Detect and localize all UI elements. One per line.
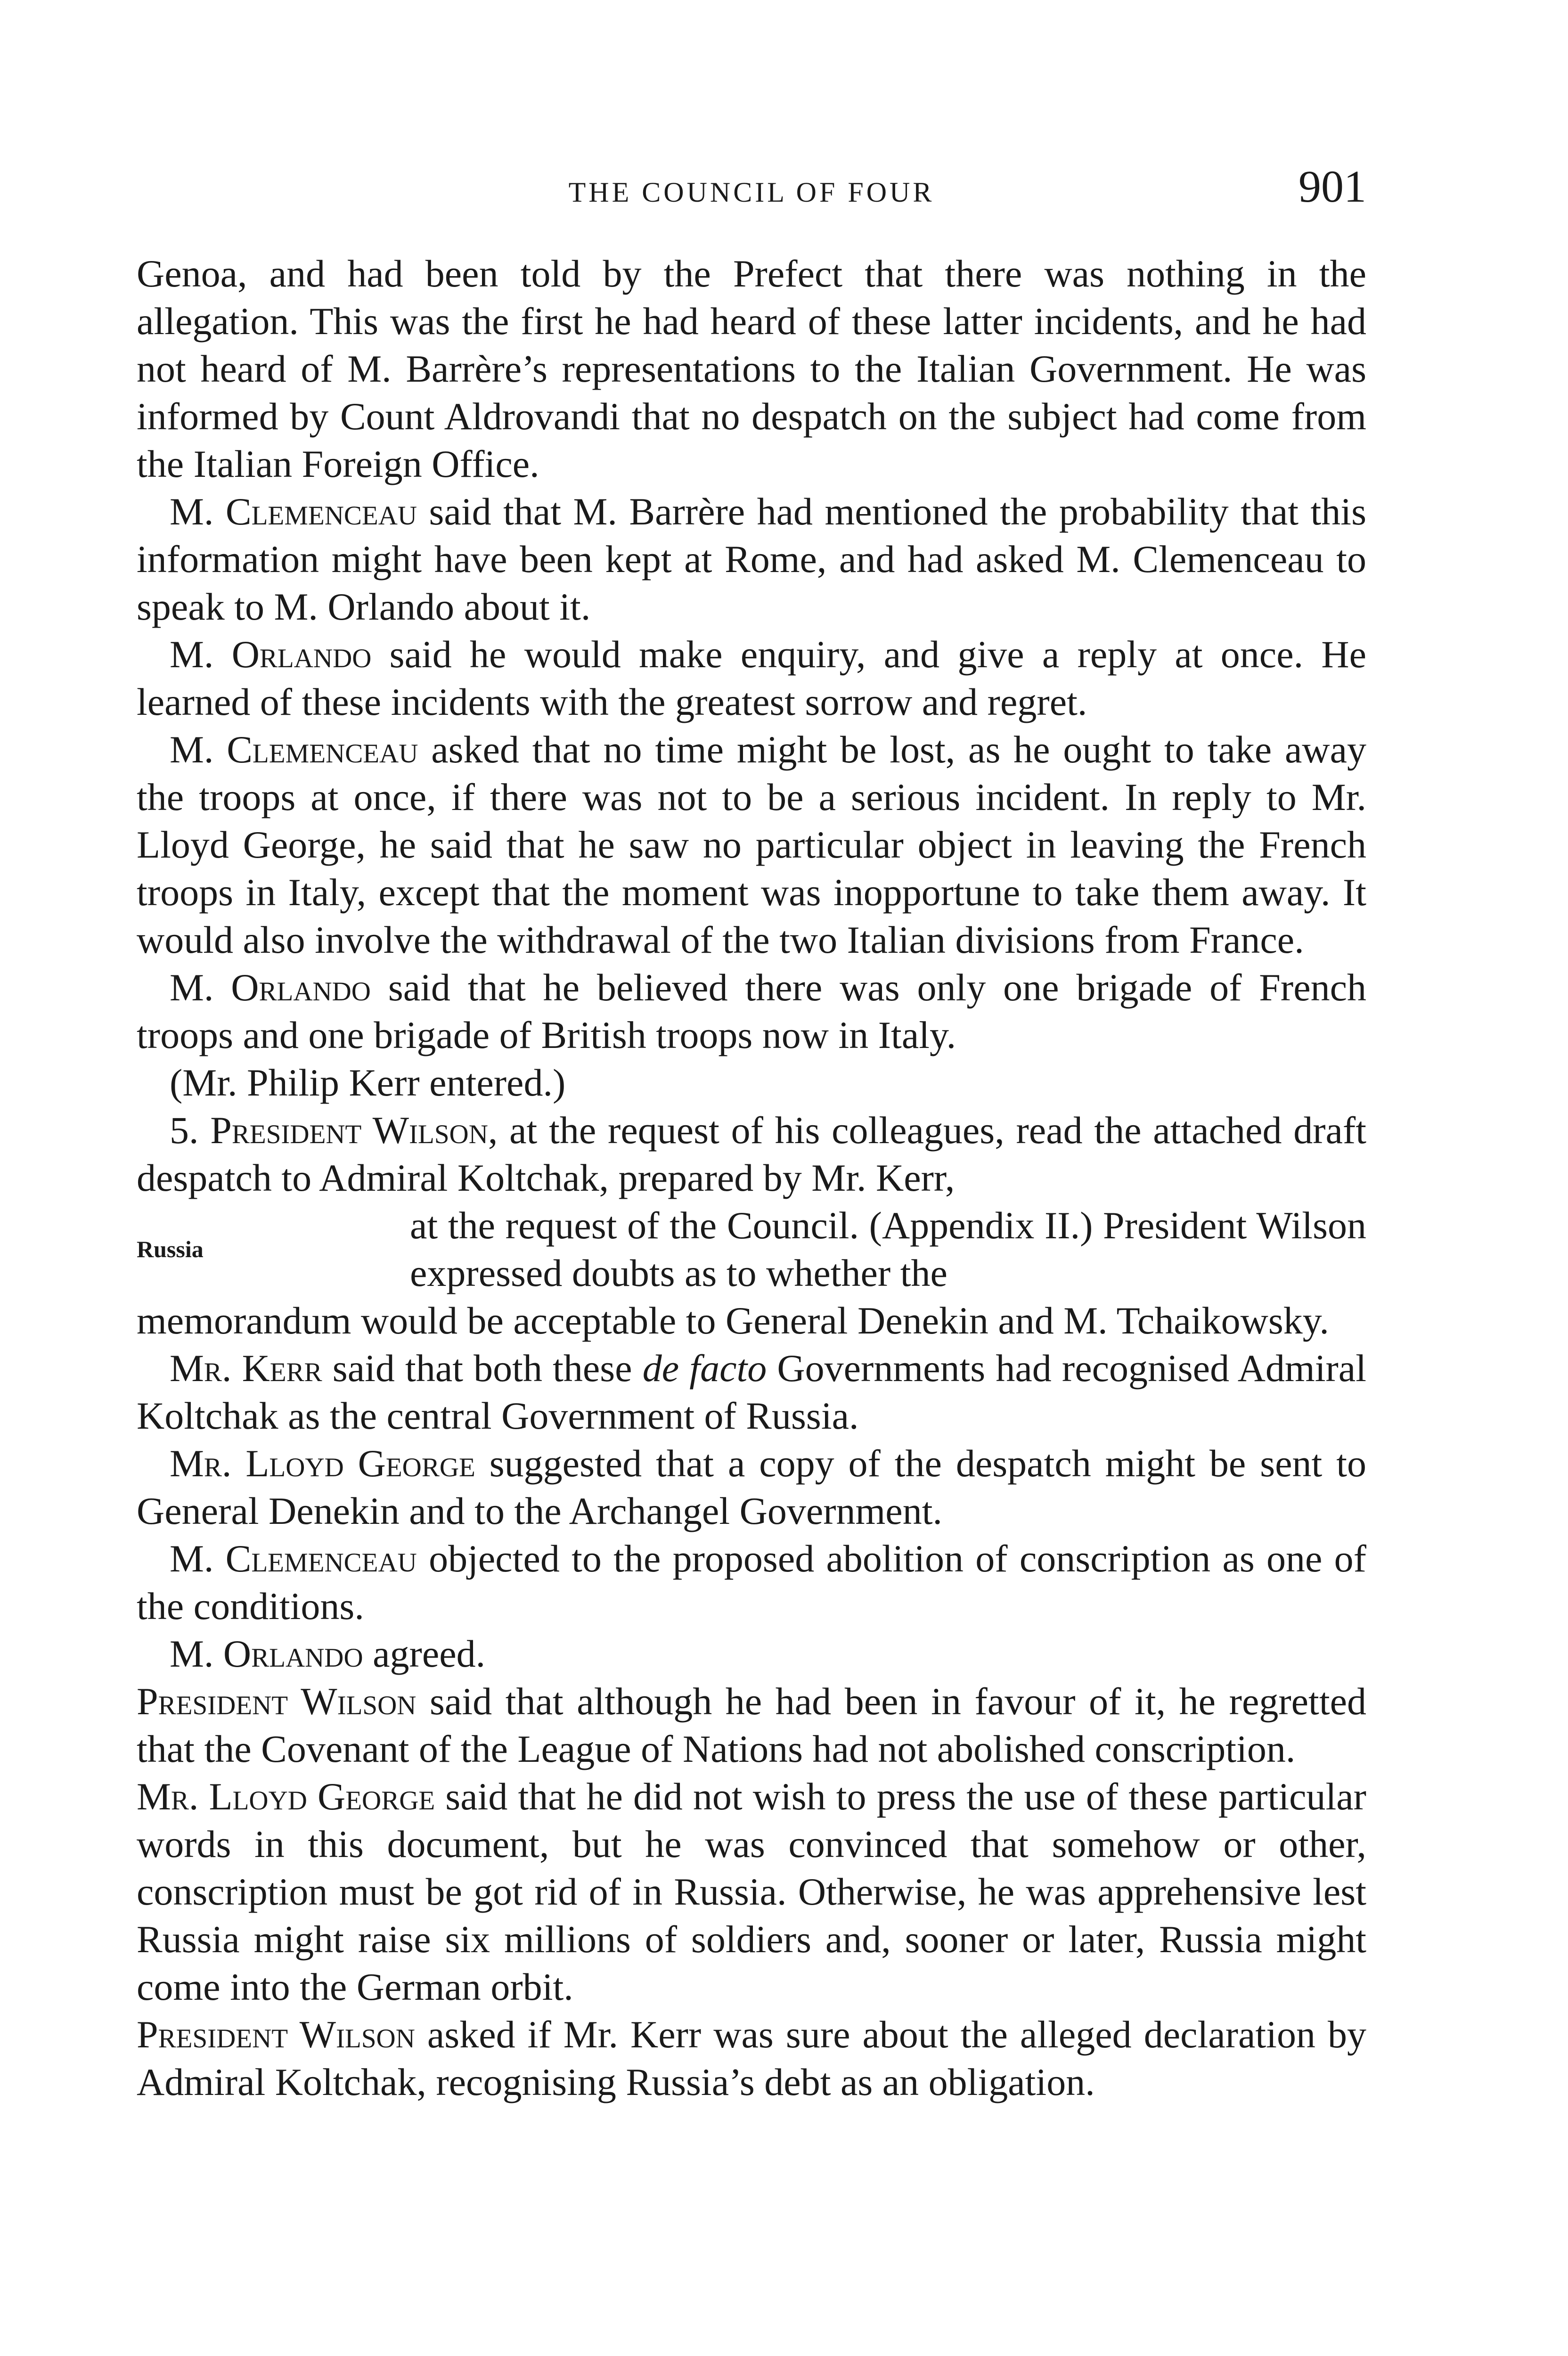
margin-note-slot	[137, 1202, 410, 1273]
body-text	[137, 250, 1366, 2106]
paragraph-14	[137, 2011, 1366, 2106]
paragraph-4	[137, 726, 1366, 964]
paragraph-7-lead	[137, 1106, 1366, 1202]
paragraph-12	[137, 1677, 1366, 1773]
paragraph-7-wrapped: at the request of the Council. (Appendix II.) President Wilson expressed doubts as to whether the	[410, 1204, 1366, 1294]
paragraph-text: said that he did not wish to press the use of these particular words in this document, but he was convinced that somehow or other, conscription must be got rid of in Russia. Otherwise, he was apprehensive lest Russia might raise six millions of soldiers and, sooner or later, Russia might come into the German orbit.	[137, 1775, 1366, 2008]
speaker-name: Mr. Lloyd George	[170, 1442, 475, 1485]
paragraph-10	[137, 1535, 1366, 1630]
paragraph-text: , at the request of his colleagues, read the attached draft despatch to Admiral Koltchak, prepared by Mr. Kerr,	[137, 1109, 1367, 1199]
paragraph-text: said that both these	[322, 1347, 643, 1390]
speaker-name: President Wilson	[137, 2013, 415, 2056]
running-head	[137, 160, 1366, 217]
speaker-name: President Wilson	[210, 1109, 488, 1152]
paragraph-text: asked if Mr. Kerr was sure about the alleged declaration by Admiral Koltchak, recognising Russia’s debt as an obligation.	[137, 2013, 1366, 2103]
speaker-name: M. Orlando	[170, 633, 372, 676]
paragraph-text: said that although he had been in favour of it, he regretted that the Covenant of the League of Nations had not abolished conscription.	[137, 1680, 1367, 1770]
paragraph-13	[137, 1773, 1366, 2011]
page-number: 901	[1298, 161, 1366, 212]
paragraph-7-tail: memorandum would be acceptable to General Denekin and M. Tchaikowsky.	[137, 1299, 1329, 1342]
paragraph-text: said he would make enquiry, and give a reply at once. He learned of these incidents with the greatest sorrow and regret.	[137, 633, 1366, 723]
speaker-name: M. Clemenceau	[170, 490, 417, 533]
paragraph-text: objected to the proposed abolition of conscription as one of the conditions.	[137, 1537, 1366, 1628]
paragraph-2	[137, 488, 1366, 630]
paragraph-11	[137, 1630, 1366, 1677]
paragraph-9	[137, 1440, 1366, 1535]
paragraph-text: asked that no time might be lost, as he ought to take away the troops at once, if there was not to be a serious incident. In reply to Mr. Lloyd George, he said that he saw no particular object in leaving the French troops in Italy, except that the moment was inopportune to take them away. It would also involve the withdrawal of the two Italian divisions from France.	[137, 728, 1366, 961]
speaker-name: M. Clemenceau	[170, 728, 418, 771]
paragraph-1: Genoa, and had been told by the Prefect that there was nothing in the allegation. This was the first he had heard of these latter incidents, and he had not heard of M. Barrère’s representations to the Italian Government. He was informed by Count Aldrovandi that no despatch on the subject had come from the Italian Foreign Office.	[137, 252, 1366, 485]
paragraph-text: suggested that a copy of the despatch might be sent to General Denekin and to the Archangel Government.	[137, 1442, 1367, 1532]
speaker-name: Mr. Lloyd George	[137, 1775, 435, 1818]
speaker-name: M. Clemenceau	[170, 1537, 417, 1580]
paragraph-6: (Mr. Philip Kerr entered.)	[170, 1061, 566, 1104]
paragraph-8	[137, 1344, 1366, 1440]
paragraph-5	[137, 964, 1366, 1059]
speaker-name: Mr. Kerr	[170, 1347, 322, 1390]
sidenote-block	[137, 1202, 1366, 1297]
margin-note: Russia	[137, 1236, 204, 1262]
paragraph-text: agreed.	[363, 1632, 486, 1675]
section-number: 5.	[170, 1109, 211, 1152]
speaker-name: President Wilson	[137, 1680, 416, 1723]
emphasis-text: de facto	[642, 1347, 767, 1390]
paragraph-text: Governments had recognised Admiral Koltchak as the central Government of Russia.	[137, 1347, 1366, 1437]
running-title: THE COUNCIL OF FOUR	[568, 177, 935, 208]
paragraph-7	[137, 1106, 1366, 1344]
paragraph-3	[137, 630, 1366, 726]
speaker-name: M. Orlando	[170, 966, 371, 1009]
paragraph-text: said that he believed there was only one brigade of French troops and one brigade of British troops now in Italy.	[137, 966, 1367, 1056]
paragraph-text: said that M. Barrère had mentioned the probability that this information might have been kept at Rome, and had asked M. Clemenceau to speak to M. Orlando about it.	[137, 490, 1366, 628]
speaker-name: M. Orlando	[170, 1632, 363, 1675]
